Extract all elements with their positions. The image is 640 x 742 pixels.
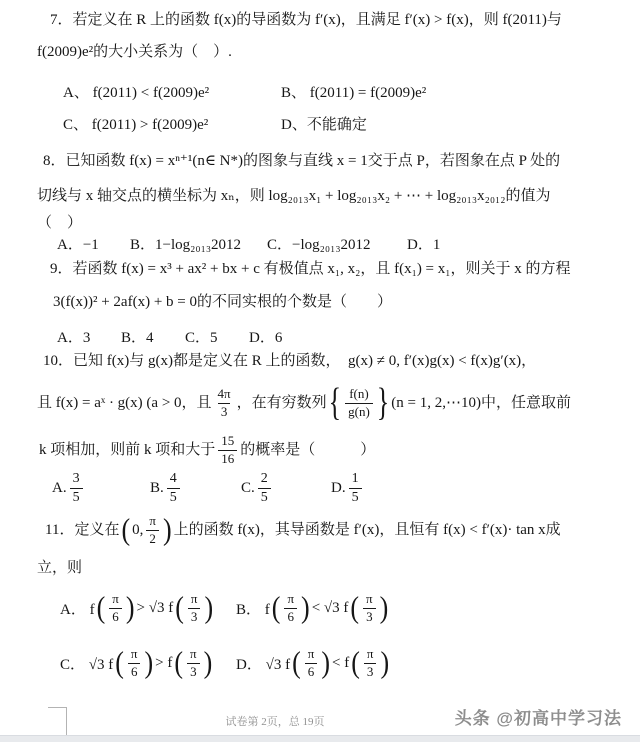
option-label: B. — [150, 479, 164, 496]
right-paren: ) — [379, 590, 389, 625]
q8-line2: 切线与 x 轴交点的横坐标为 xₙ，则 log₂₀₁₃x₁ + log₂₀₁₃x₂ + ⋯ + log₂₀₁₃x₂₀₁₂的值为 — [37, 188, 551, 204]
fraction-numerator: π — [366, 591, 373, 607]
q7-option-d: D、不能确定 — [281, 117, 367, 133]
q11-option-b — [236, 585, 389, 631]
q11-line1-text-b: 上的函数 f(x)，其导函数是 f′(x)，且恒有 f(x) < f′(x)· tan x成 — [173, 521, 561, 538]
fraction — [128, 647, 141, 679]
watermark-text: 头条 @初高中学习法 — [454, 709, 622, 728]
q10-option-c — [241, 470, 273, 506]
q7-line1: 7．若定义在 R 上的函数 f(x)的导函数为 f′(x)，且满足 f′(x) > f(x)，则 f(2011)与 — [50, 12, 562, 28]
fraction — [187, 647, 200, 679]
q7-option-c: C、 f(2011) > f(2009)e² — [63, 117, 209, 133]
fraction-denominator: 3 — [364, 663, 377, 679]
fraction-numerator: 3 — [72, 471, 80, 487]
fraction-denominator: 6 — [284, 608, 297, 624]
fraction — [167, 471, 180, 505]
footer-page-info: 试卷第 2页，总 19页 — [225, 716, 325, 728]
fraction-numerator: 15 — [221, 433, 235, 449]
q10-option-d — [331, 470, 364, 506]
q7-line2: f(2009)e²的大小关系为（ ）. — [37, 44, 232, 60]
option-label: A. — [52, 479, 67, 496]
option-middle: > √3 f — [136, 599, 174, 616]
q10-option-a — [52, 470, 85, 506]
fraction — [363, 592, 376, 624]
q7-option-b: B、 f(2011) = f(2009)e² — [281, 85, 427, 101]
fraction-numerator: π — [112, 591, 119, 607]
q7-option-a: A、 f(2011) < f(2009)e² — [63, 85, 210, 101]
fraction — [364, 647, 377, 679]
fraction-numerator: 2 — [260, 471, 268, 487]
right-paren: ) — [144, 645, 154, 680]
q9-option-d: D．6 — [249, 330, 283, 346]
q8-option-a: A．−1 — [57, 237, 99, 253]
fraction-denominator: 5 — [349, 488, 362, 505]
fraction-numerator: π — [190, 646, 197, 662]
left-paren: ( — [271, 590, 281, 625]
q10-option-b — [150, 470, 182, 506]
q10-line3 — [39, 430, 375, 470]
fraction-denominator: 3 — [218, 403, 231, 419]
left-paren: ( — [350, 590, 360, 625]
option-label: C． √3 f — [60, 656, 114, 673]
q9-option-a: A．3 — [57, 330, 91, 346]
q11-option-d — [236, 640, 390, 686]
fraction-numerator: 4π — [217, 386, 231, 402]
fraction-denominator: 3 — [188, 608, 201, 624]
right-paren: ) — [301, 590, 310, 625]
q8-option-c: C．−log₂₀₁₃2012 — [267, 237, 371, 253]
q11-line1 — [45, 507, 561, 553]
left-paren: ( — [121, 512, 131, 547]
bottom-strip — [0, 735, 640, 742]
fraction — [188, 592, 201, 624]
q10-line2-text-a: 且 f(x) = aˣ · g(x) (a > 0，且 — [37, 394, 212, 411]
fraction-numerator: π — [130, 646, 138, 662]
fraction-numerator: π — [149, 513, 156, 529]
fraction — [258, 471, 271, 505]
q10-line3-text-b: 的概率是（ ） — [240, 441, 376, 458]
q9-line1: 9．若函数 f(x) = x³ + ax² + bx + c 有极值点 x₁, x₂，且 f(x₁) = x₁，则关于 x 的方程 — [50, 261, 571, 277]
right-paren: ) — [204, 590, 214, 625]
q8-line1: 8．已知函数 f(x) = xⁿ⁺¹(n∈ N*)的图象与直线 x = 1交于点 P，若图象在点 P 处的 — [43, 153, 561, 169]
fraction — [109, 592, 122, 624]
left-paren: ( — [115, 645, 124, 680]
q10-line3-text-a: k 项相加，则前 k 项和大于 — [39, 441, 216, 458]
fraction — [349, 471, 362, 505]
left-paren: ( — [351, 645, 360, 680]
option-label: D． √3 f — [236, 656, 291, 673]
q9-option-b: B．4 — [121, 330, 154, 346]
fraction-denominator: 6 — [128, 663, 141, 679]
q8-option-d: D．1 — [407, 237, 441, 253]
option-middle: < f — [331, 654, 350, 671]
fraction — [345, 387, 373, 419]
q10-line2 — [37, 380, 571, 426]
fraction-denominator: 5 — [258, 488, 271, 505]
q10-line2-text-c: (n = 1, 2,⋯10)中，任意取前 — [391, 394, 571, 411]
option-label: C. — [241, 479, 255, 496]
option-middle: < √3 f — [311, 599, 349, 616]
q8-line3: （ ） — [37, 215, 83, 231]
fraction-denominator: 2 — [146, 530, 159, 546]
fraction-numerator: 1 — [351, 471, 359, 487]
fraction-numerator: π — [366, 646, 374, 662]
option-middle: > f — [155, 654, 173, 671]
right-paren: ) — [203, 645, 213, 680]
left-paren: ( — [175, 590, 184, 625]
left-paren: ( — [174, 645, 184, 680]
fraction-denominator: 5 — [70, 488, 83, 505]
fraction — [146, 514, 159, 546]
fraction-numerator: π — [190, 591, 198, 607]
right-paren: ) — [321, 645, 330, 680]
right-paren: ) — [162, 512, 172, 547]
q8-option-b: B．1−log₂₀₁₃2012 — [130, 237, 242, 253]
q11-line2: 立，则 — [37, 560, 83, 576]
fraction-denominator: 3 — [187, 663, 200, 679]
option-label: D. — [331, 479, 346, 496]
fraction-denominator: 3 — [363, 608, 376, 624]
fraction-numerator: f(n) — [349, 386, 369, 402]
option-label: A． f — [60, 601, 95, 618]
fraction — [70, 471, 83, 505]
right-paren: ) — [380, 645, 390, 680]
fraction — [215, 387, 234, 419]
fraction-denominator: 16 — [218, 450, 237, 466]
left-paren: ( — [292, 645, 301, 680]
left-paren: ( — [96, 590, 106, 625]
right-brace: } — [376, 380, 390, 424]
q11-interval-start: 0, — [132, 521, 144, 538]
q11-option-a — [60, 585, 214, 631]
fraction-numerator: π — [307, 646, 315, 662]
fraction-numerator: 4 — [169, 471, 177, 487]
right-paren: ) — [125, 590, 135, 625]
fraction — [284, 592, 297, 624]
q9-line2: 3(f(x))² + 2af(x) + b = 0的不同实根的个数是（ ） — [53, 294, 392, 310]
option-label: B． f — [236, 601, 270, 618]
q11-line1-text-a: 11．定义在 — [45, 521, 120, 538]
fraction-denominator: 5 — [167, 488, 180, 505]
fraction — [218, 434, 237, 466]
fraction — [305, 647, 318, 679]
fraction-numerator: π — [287, 591, 295, 607]
fraction-denominator: 6 — [109, 608, 122, 624]
fraction-denominator: 6 — [305, 663, 318, 679]
q10-line2-text-b: ，在有穷数列 — [236, 394, 327, 411]
q9-option-c: C．5 — [185, 330, 218, 346]
left-brace: { — [328, 380, 342, 424]
page-corner-mark — [48, 707, 67, 736]
fraction-denominator: g(n) — [345, 403, 373, 419]
q11-option-c — [60, 640, 213, 686]
q10-line1: 10．已知 f(x)与 g(x)都是定义在 R 上的函数， g(x) ≠ 0, f′(x)g(x) < f(x)g′(x)， — [43, 353, 537, 369]
